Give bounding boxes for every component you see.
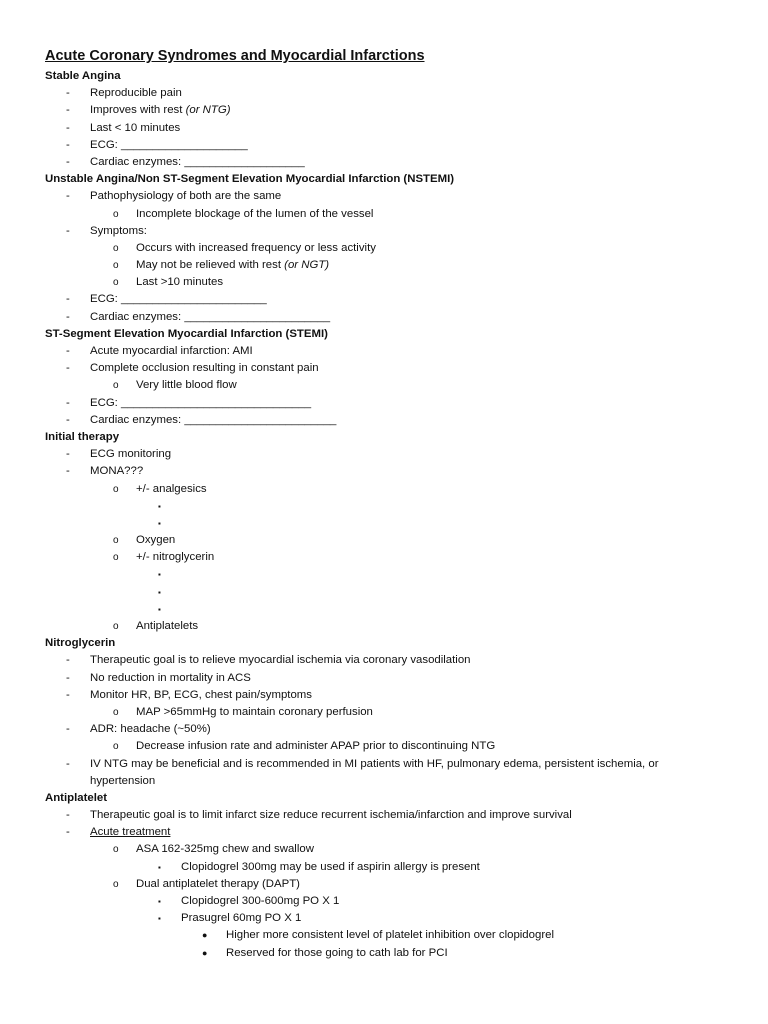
list-marker: o: [113, 844, 119, 856]
list-item-text: ECG: ______________________________: [90, 396, 312, 409]
list-marker: ▪: [158, 587, 161, 597]
list-item: [0, 687, 768, 704]
list-item: [0, 756, 768, 773]
list-item: [0, 498, 768, 515]
section-heading: [0, 429, 768, 446]
list-marker: -: [66, 465, 70, 478]
list-marker: -: [66, 87, 70, 100]
list-item: [0, 738, 768, 755]
list-marker: o: [113, 208, 119, 220]
list-item: [0, 824, 768, 841]
list-item: [0, 412, 768, 429]
list-item-text: Initial therapy: [45, 430, 120, 443]
list-marker: o: [113, 260, 119, 272]
list-item: [0, 85, 768, 102]
list-marker: o: [113, 878, 119, 890]
list-item-text: Unstable Angina/Non ST-Segment Elevation Myocardial Infarction (NSTEMI): [45, 173, 455, 186]
list-item-text: Dual antiplatelet therapy (DAPT): [136, 877, 300, 890]
list-item: [0, 876, 768, 893]
list-item-text: Stable Angina: [45, 70, 121, 82]
list-item-text: ST-Segment Elevation Myocardial Infarction (STEMI): [45, 327, 328, 340]
list-item: [0, 721, 768, 738]
list-item: [0, 188, 768, 205]
list-item-text: ECG: ____________________: [90, 138, 248, 151]
list-marker: o: [113, 483, 119, 495]
list-item-text: Very little blood flow: [136, 379, 237, 392]
list-marker: o: [113, 621, 119, 632]
list-item-text: Nitroglycerin: [45, 637, 116, 650]
list-item-text: Pathophysiology of both are the same: [90, 190, 282, 203]
list-item: [0, 704, 768, 721]
list-item: [0, 618, 768, 635]
list-item-text: Acute myocardial infarction: AMI: [90, 345, 253, 357]
list-item-text: IV NTG may be beneficial and is recommended in MI patients with HF, pulmonary edema, persistent ischemia, or: [90, 757, 659, 770]
list-item: [0, 549, 768, 566]
list-item-text: Last < 10 minutes: [90, 121, 181, 134]
list-marker: ●: [202, 947, 208, 958]
list-marker: ▪: [158, 897, 161, 906]
list-marker: -: [66, 396, 70, 409]
list-item: [0, 137, 768, 154]
list-marker: -: [66, 310, 70, 323]
italic-note: (or NTG): [185, 104, 231, 117]
list-item: [0, 807, 768, 824]
list-marker: -: [66, 413, 70, 426]
list-item: [0, 566, 768, 583]
section-heading: [0, 171, 768, 188]
list-marker: o: [113, 380, 119, 392]
list-marker: o: [113, 535, 119, 547]
list-item: [0, 257, 768, 274]
list-item: [0, 893, 768, 910]
list-marker: -: [66, 104, 70, 117]
outline-list: [0, 68, 768, 962]
list-item-text: Reserved for those going to cath lab for PCI: [226, 946, 448, 959]
list-item-text: ECG monitoring: [90, 448, 172, 461]
list-item: [0, 670, 768, 687]
list-item: [0, 120, 768, 137]
list-item-text: Improves with rest (or NTG): [90, 104, 231, 117]
list-item-text: Cardiac enzymes: ___________________: [90, 155, 305, 168]
section-heading: [0, 790, 768, 807]
list-item-text: Antiplatelets: [136, 620, 199, 632]
list-marker: ▪: [158, 604, 161, 614]
list-item-text: hypertension: [90, 774, 156, 787]
list-item-text: Reproducible pain: [90, 87, 182, 100]
list-marker: ▪: [158, 914, 161, 924]
list-item: [0, 377, 768, 394]
list-marker: -: [66, 809, 70, 822]
list-item-text: No reduction in mortality in ACS: [90, 671, 251, 684]
list-marker: o: [113, 277, 119, 289]
list-marker: -: [66, 757, 70, 770]
list-item: [0, 927, 768, 944]
list-marker: -: [66, 155, 70, 168]
list-marker: -: [66, 190, 70, 203]
list-item: [0, 859, 768, 876]
list-item-text: Decrease infusion rate and administer APAP prior to discontinuing NTG: [136, 740, 496, 753]
list-item-text: MONA???: [90, 465, 144, 478]
section-heading: [0, 326, 768, 343]
list-marker: -: [66, 362, 70, 375]
list-item-text: Symptoms:: [90, 224, 147, 237]
list-item: [0, 395, 768, 412]
list-item-text: Acute treatment: [90, 826, 171, 839]
list-marker: -: [66, 723, 70, 736]
list-item: [0, 945, 768, 962]
list-item-text: Prasugrel 60mg PO X 1: [181, 912, 302, 925]
list-item: [0, 463, 768, 480]
list-marker: -: [66, 671, 70, 684]
list-marker: ●: [202, 930, 208, 941]
list-item: [0, 515, 768, 532]
list-marker: ▪: [158, 862, 161, 872]
list-marker: -: [66, 688, 70, 701]
list-marker: o: [113, 552, 119, 564]
list-marker: ▪: [158, 518, 161, 528]
list-item-text: May not be relieved with rest (or NGT): [136, 259, 330, 272]
list-item-text: Complete occlusion resulting in constant pain: [90, 362, 319, 375]
list-item-text: ASA 162-325mg chew and swallow: [136, 843, 314, 856]
section-heading: [0, 68, 768, 85]
list-item: [0, 102, 768, 119]
list-item-text: ECG: _______________________: [90, 293, 267, 306]
list-marker: -: [66, 138, 70, 151]
list-marker: -: [66, 448, 70, 461]
list-marker: ▪: [158, 570, 161, 580]
list-item: [0, 206, 768, 223]
list-item: [0, 360, 768, 377]
list-item-text: Therapeutic goal is to relieve myocardial ischemia via coronary vasodilation: [90, 654, 471, 667]
list-item: [0, 532, 768, 549]
list-marker: -: [66, 224, 70, 237]
list-marker: o: [113, 242, 119, 254]
list-item: [0, 309, 768, 326]
list-item-text: Incomplete blockage of the lumen of the vessel: [136, 207, 374, 220]
list-item-text: Cardiac enzymes: _______________________: [90, 310, 331, 323]
italic-note: (or NGT): [284, 259, 330, 272]
list-item: [0, 584, 768, 601]
list-item: [0, 841, 768, 858]
list-item: [0, 154, 768, 171]
list-item: [0, 652, 768, 669]
list-item-text: Antiplatelet: [45, 791, 108, 804]
list-item: [0, 773, 768, 790]
list-item-text: Clopidogrel 300-600mg PO X 1: [181, 895, 340, 907]
list-item: [0, 343, 768, 360]
list-item-text: Higher more consistent level of platelet inhibition over clopidogrel: [226, 929, 554, 942]
list-item: [0, 291, 768, 308]
list-marker: o: [113, 706, 119, 718]
list-item: [0, 481, 768, 498]
list-item-text: Oxygen: [136, 534, 176, 547]
list-marker: -: [66, 121, 70, 134]
list-item: [0, 601, 768, 618]
list-item-text: Clopidogrel 300mg may be used if aspirin allergy is present: [181, 860, 480, 873]
section-heading: [0, 635, 768, 652]
list-item: [0, 223, 768, 240]
list-item-text: +/- nitroglycerin: [136, 551, 215, 564]
list-item-text: ADR: headache (~50%): [90, 723, 211, 736]
list-marker: -: [66, 654, 70, 667]
list-marker: o: [113, 741, 119, 753]
list-marker: -: [66, 345, 70, 357]
list-marker: -: [66, 293, 70, 306]
list-item-text: Last >10 minutes: [136, 276, 224, 289]
list-item-text: MAP >65mmHg to maintain coronary perfusion: [136, 705, 373, 718]
list-marker: ▪: [158, 501, 161, 511]
list-item-text: Cardiac enzymes: ________________________: [90, 413, 337, 426]
list-item: [0, 446, 768, 463]
document-title: Acute Coronary Syndromes and Myocardial Infarctions: [45, 48, 425, 64]
list-item: [0, 240, 768, 257]
list-marker: -: [66, 826, 70, 839]
list-item: [0, 910, 768, 927]
list-item-text: Monitor HR, BP, ECG, chest pain/symptoms: [90, 688, 312, 701]
list-item-text: Therapeutic goal is to limit infarct size reduce recurrent ischemia/infarction and improve survival: [90, 809, 572, 822]
list-item: [0, 274, 768, 291]
list-item-text: Occurs with increased frequency or less activity: [136, 241, 376, 254]
list-item-text: +/- analgesics: [136, 482, 207, 495]
